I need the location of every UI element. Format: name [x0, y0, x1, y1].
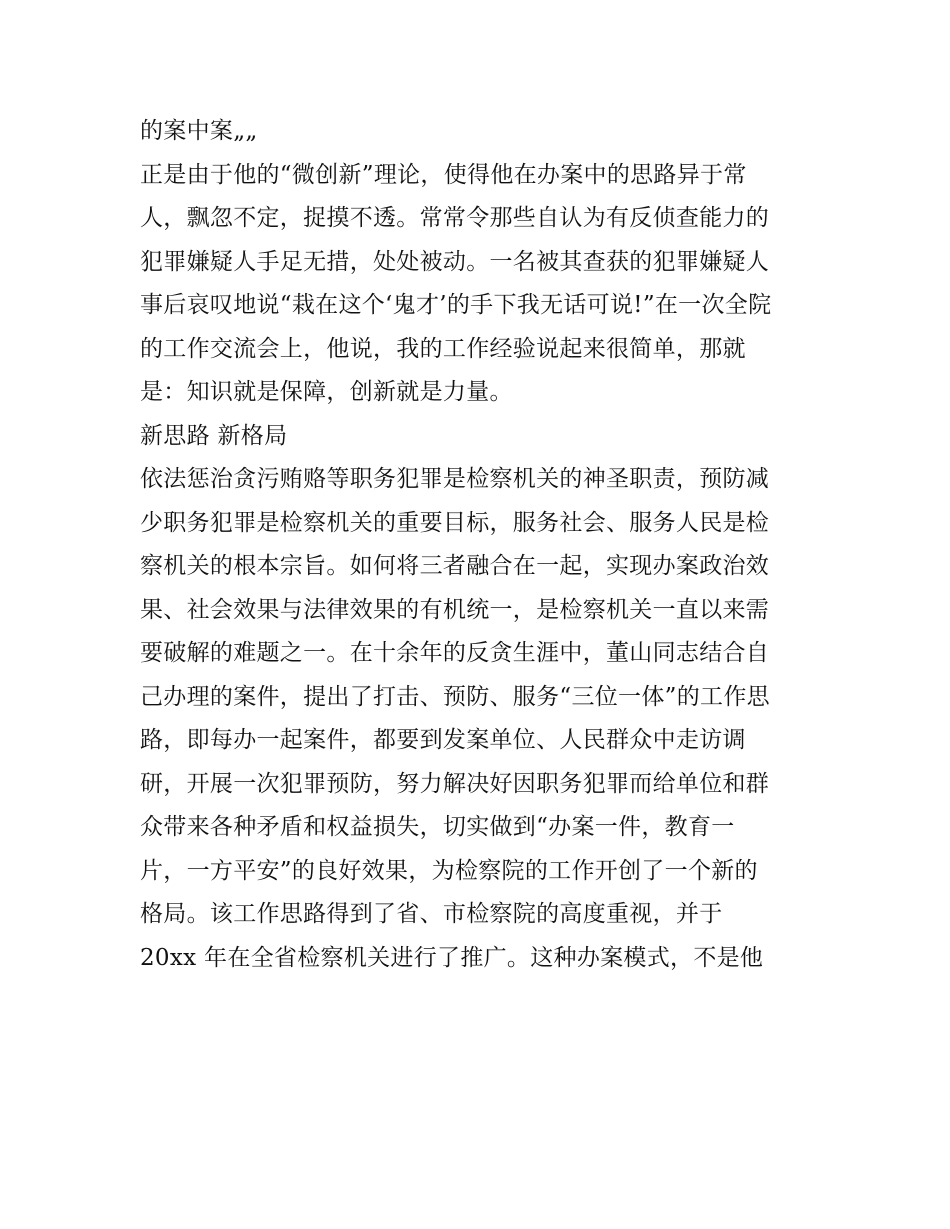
text-line: 20xx 年在全省检察机关进行了推广。这种办案模式，不是他: [140, 944, 764, 971]
text-line: 路，即每办一起案件，都要到发案单位、人民群众中走访调: [140, 727, 746, 753]
text-line: 果、社会效果与法律效果的有机统一，是检察机关一直以来需: [140, 596, 770, 623]
section-heading: 新思路 新格局: [140, 422, 288, 449]
text-line: 察机关的根本宗旨。如何将三者融合在一起，实现办案政治效: [140, 553, 770, 579]
text-line: 要破解的难题之一。在十余年的反贪生涯中，董山同志结合自: [140, 640, 770, 666]
text-line: 的工作交流会上，他说，我的工作经验说起来很简单，那就: [140, 335, 746, 362]
body-text: [140, 110, 830, 980]
text-line: 事后哀叹地说“栽在这个‘鬼才’的手下我无话可说!”在一次全院: [140, 292, 772, 318]
text-line: 片，一方平安”的良好效果，为检察院的工作开创了一个新的: [140, 857, 758, 884]
text-line: 的案中案„„: [140, 118, 258, 144]
text-line: 己办理的案件，提出了打击、预防、服务“三位一体”的工作思: [140, 683, 770, 710]
text-line: 正是由于他的“微创新”理论，使得他在办案中的思路异于常: [140, 161, 747, 188]
text-line: 众带来各种矛盾和权益损失，切实做到“办案一件，教育一: [140, 814, 735, 840]
text-line: 人，飘忽不定，捉摸不透。常常令那些自认为有反侦查能力的: [140, 205, 770, 231]
text-line: 犯罪嫌疑人手足无措，处处被动。一名被其查获的犯罪嫌疑人: [140, 248, 770, 275]
text-line: 格局。该工作思路得到了省、市检察院的高度重视，并于: [140, 901, 723, 927]
text-line: 是：知识就是保障，创新就是力量。: [140, 379, 513, 405]
text-line: 研，开展一次犯罪预防，努力解决好因职务犯罪而给单位和群: [140, 770, 770, 797]
text-line: 少职务犯罪是检察机关的重要目标，服务社会、服务人民是检: [140, 509, 770, 536]
text-line: 依法惩治贪污贿赂等职务犯罪是检察机关的神圣职责，预防减: [140, 466, 770, 492]
